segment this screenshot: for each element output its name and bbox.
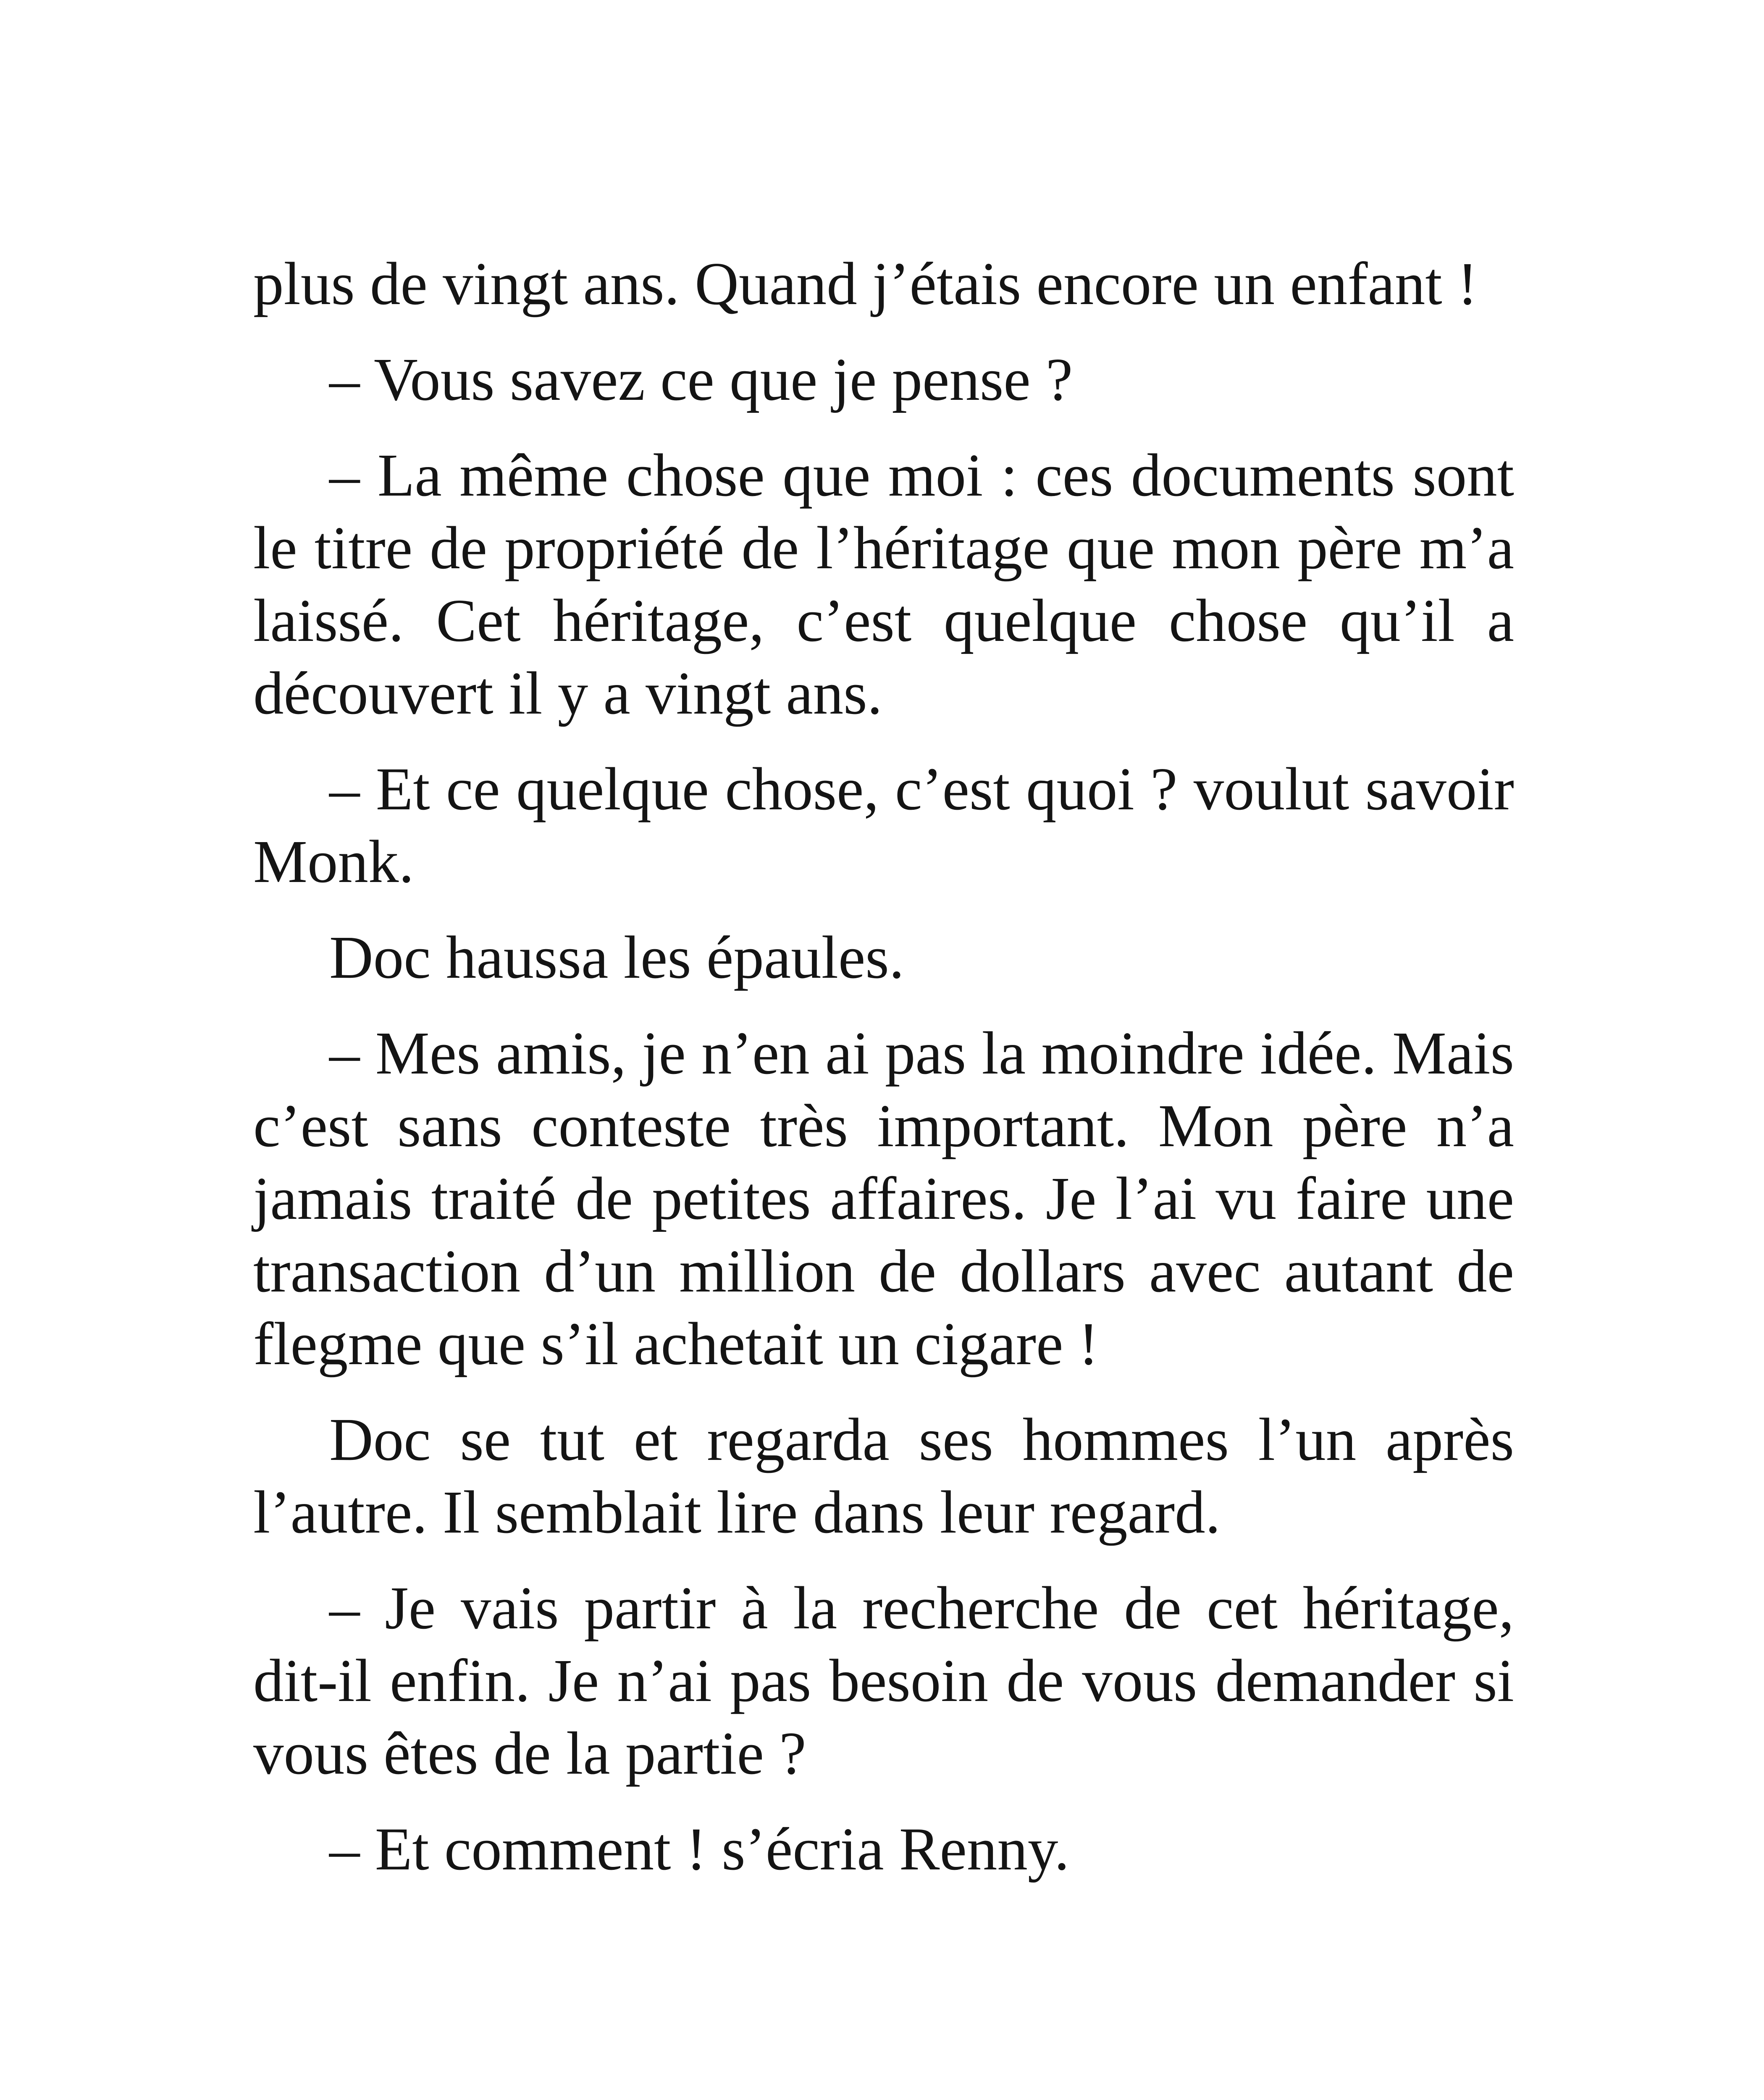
paragraph-dialogue: – Mes amis, je n’en ai pas la moindre idée. Mais c’est sans conteste très important. Mon père n’a jamais traité de petites affaires. Je l’ai vu faire une transaction d’un million de dollars avec autant de flegme que s’il achetait un cigare !: [253, 1020, 1514, 1378]
paragraph-narration: Doc haussa les épaules.: [329, 924, 905, 991]
paragraph-dialogue: – La même chose que moi : ces documents sont le titre de propriété de l’héritage que mon père m’a laissé. Cet héritage, c’est quelque chose qu’il a découvert il y a vingt ans.: [253, 442, 1514, 727]
paragraph-dialogue: – Je vais partir à la recherche de cet héritage, dit-il enfin. Je n’ai pas besoin de vous demander si vous êtes de la partie ?: [253, 1575, 1514, 1787]
paragraph-continuation: plus de vingt ans. Quand j’étais encore un enfant !: [253, 250, 1478, 318]
paragraph-dialogue: – Et comment ! s’écria Renny.: [329, 1816, 1070, 1883]
paragraph-dialogue: – Et ce quelque chose, c’est quoi ? voulut savoir Monk.: [253, 756, 1514, 895]
paragraph-dialogue: – Vous savez ce que je pense ?: [329, 346, 1073, 413]
body-text: [253, 248, 1514, 1909]
paragraph-narration: Doc se tut et regarda ses hommes l’un après l’autre. Il semblait lire dans leur regard.: [253, 1406, 1514, 1546]
